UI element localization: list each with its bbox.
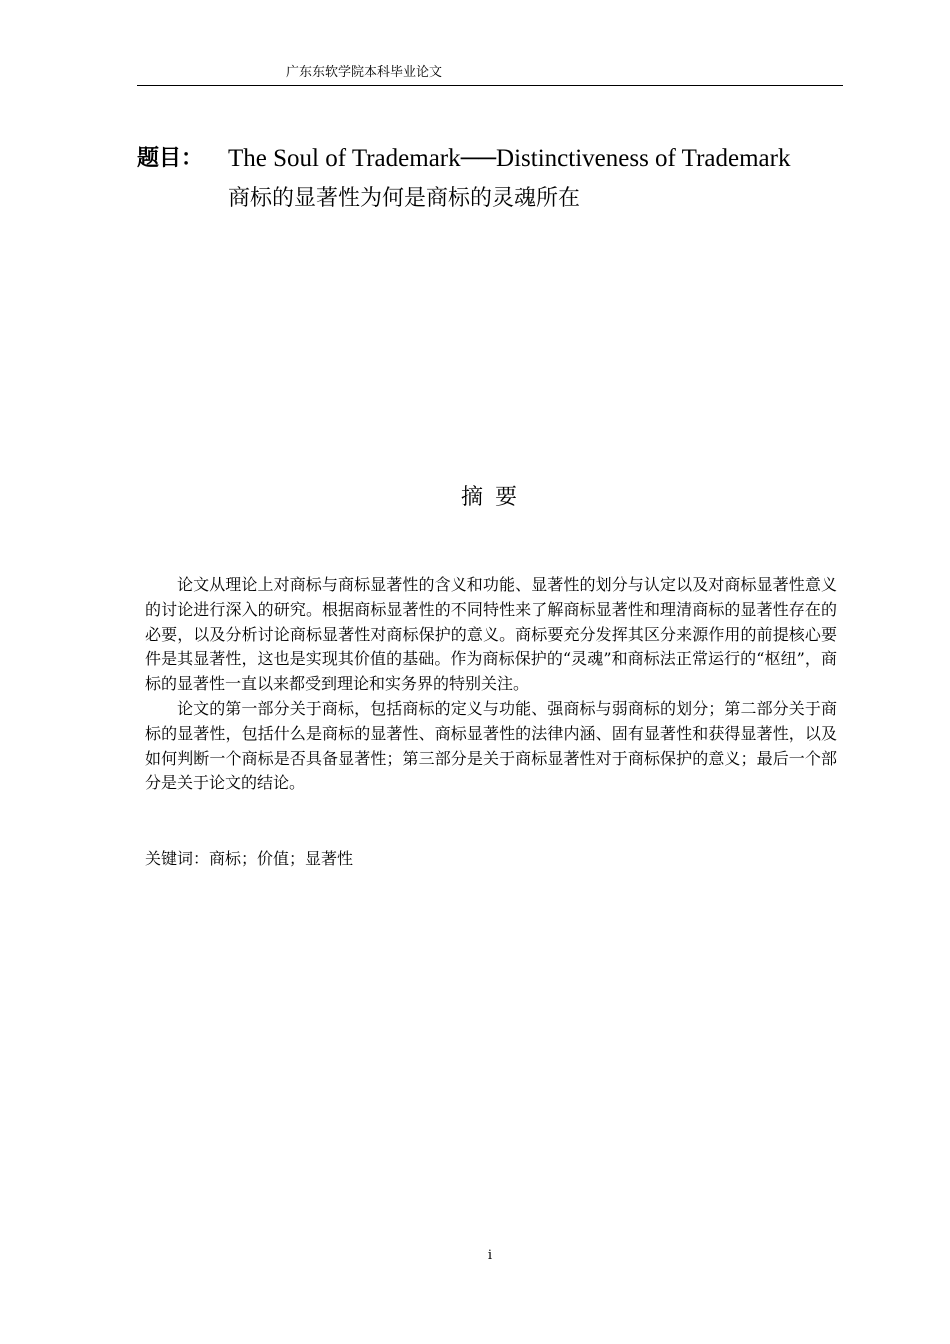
abstract-paragraph: 论文从理论上对商标与商标显著性的含义和功能、显著性的划分与认定以及对商标显著性意义的讨论进行深入的研究。根据商标显著性的不同特性来了解商标显著性和理清商标的显著性存在的必要，以及分析讨论商标显著性对商标保护的意义。商标要充分发挥其区分来源作用的前提核心要件是其显著性，这也是实现其价值的基础。作为商标保护的“灵魂”和商标法正常运行的“枢纽”，商标的显著性一直以来都受到理论和实务界的特别关注。 [145,575,837,694]
page-number: i [487,1248,493,1263]
keywords-line [145,848,353,870]
keywords-value: 商标；价值；显著性 [209,849,354,868]
abstract-paragraph: 论文的第一部分关于商标，包括商标的定义与功能、强商标与弱商标的划分；第二部分关于商标的显著性，包括什么是商标的显著性、商标显著性的法律内涵、固有显著性和获得显著性，以及如何判断一个商标是否具备显著性；第三部分是关于商标显著性对于商标保护的意义；最后一个部分是关于论文的结论。 [145,698,837,793]
abstract-heading: 摘要 [460,485,529,510]
title-chinese: 商标的显著性为何是商标的灵魂所在 [228,186,581,211]
abstract-body [145,573,837,796]
keywords-label: 关键词： [145,849,210,868]
title-label: 题目： [137,146,204,171]
title-english: The Soul of Trademark──Distinctiveness of Trademark [228,145,791,172]
running-header: 广东东软学院本科毕业论文 [286,65,443,80]
header-divider [137,85,843,86]
